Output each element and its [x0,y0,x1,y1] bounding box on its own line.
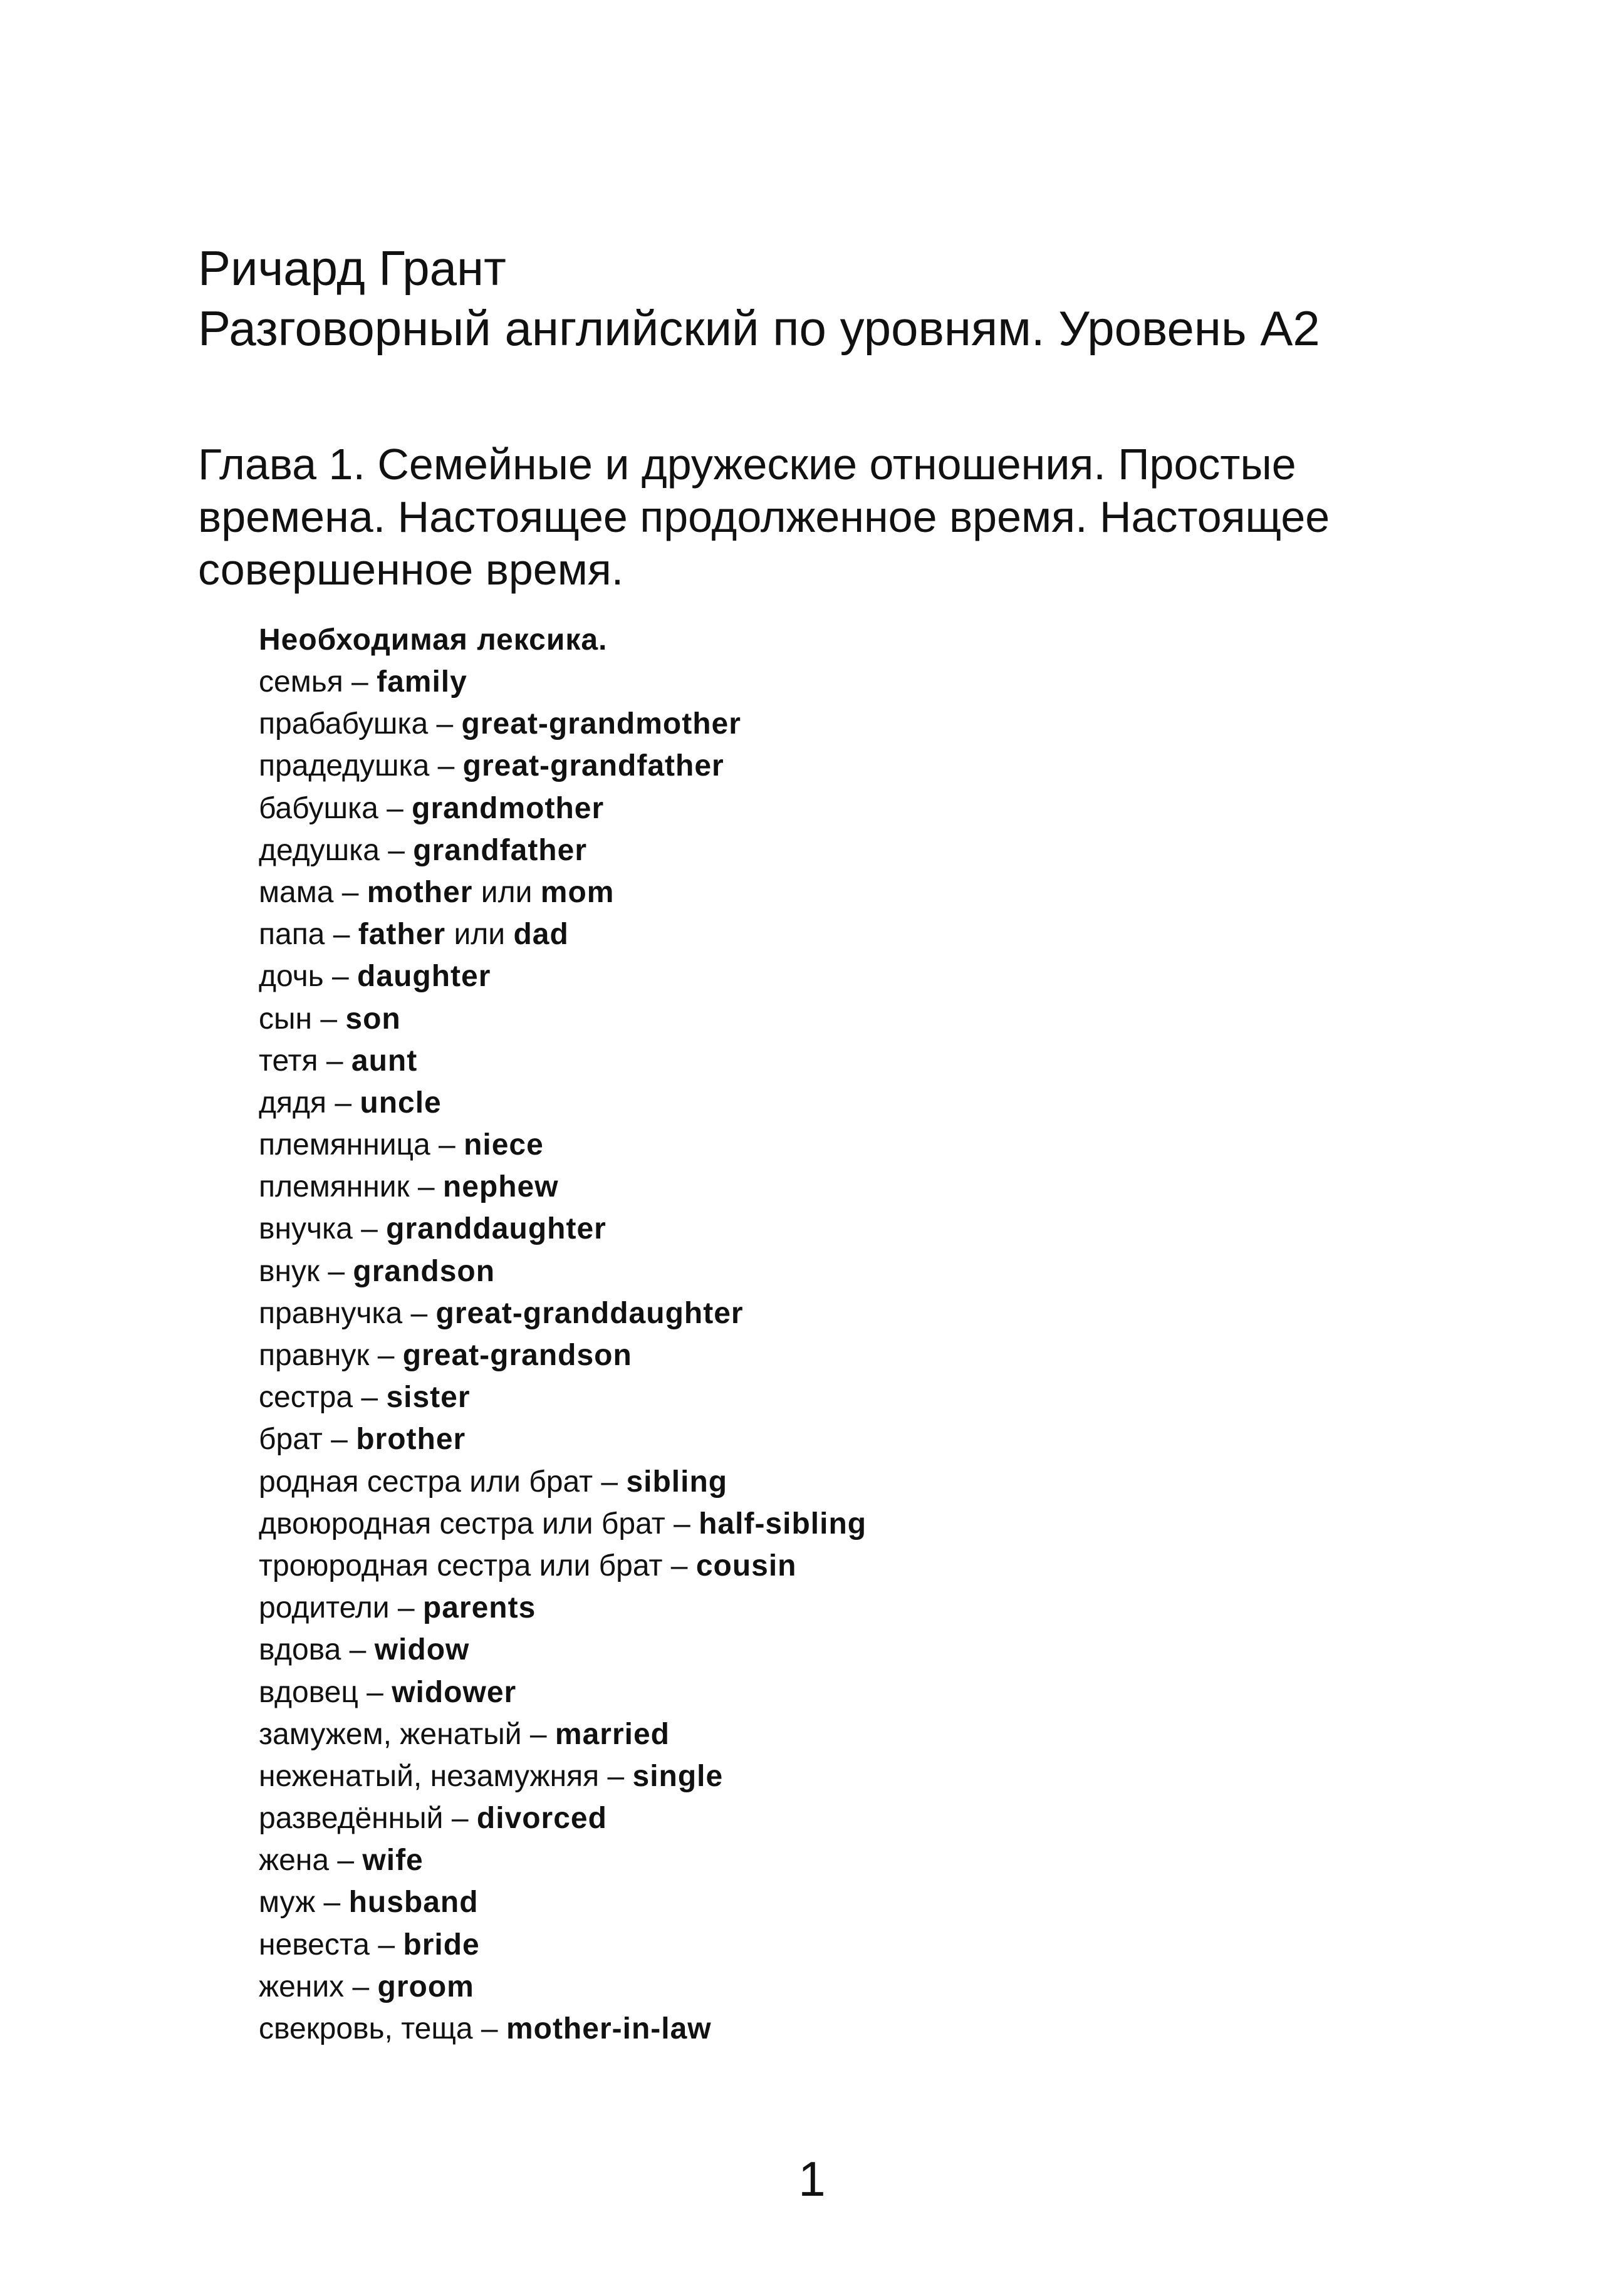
english-term: widow [374,1633,470,1667]
term-separator: – [322,1423,357,1457]
english-term: wife [362,1844,424,1878]
term-separator: – [472,2012,506,2045]
russian-term: жена [259,1844,330,1878]
author-name: Ричард Грант [198,241,506,296]
english-term: single [632,1759,724,1793]
english-term: married [554,1717,670,1751]
russian-term: брат [259,1423,323,1457]
vocabulary-item [259,1881,1324,1923]
russian-term: неженатый, незамужняя [259,1759,600,1793]
russian-term: родители [259,1591,390,1625]
vocabulary-item [259,1124,1324,1166]
russian-term: племянник [259,1170,410,1204]
vocabulary-item [259,1376,1324,1418]
russian-term: папа [259,918,325,952]
vocabulary-item [259,1461,1324,1503]
vocabulary-item [259,1292,1324,1334]
vocabulary-section [259,619,1324,2050]
term-separator: – [352,1212,387,1246]
english-term: sister [386,1381,471,1415]
english-term: mother-in-law [506,2012,712,2045]
document-header [198,238,1451,358]
vocabulary-item [259,1418,1324,1460]
english-term: uncle [360,1086,442,1119]
vocabulary-item [259,1839,1324,1881]
english-term: father [358,918,446,952]
term-separator: – [358,1675,392,1709]
russian-term: муж [259,1886,316,1919]
russian-term: племянница [259,1128,430,1162]
vocabulary-item [259,1503,1324,1545]
english-term: bride [403,1928,480,1961]
english-term-alternate: mom [540,875,615,909]
vocabulary-list [259,661,1324,2050]
vocabulary-item [259,1755,1324,1797]
russian-term: бабушка [259,791,378,825]
vocabulary-item [259,955,1324,997]
term-separator: – [312,1002,346,1036]
vocabulary-item [259,1924,1324,1966]
english-term: son [345,1002,401,1036]
vocabulary-item [259,661,1324,703]
term-separator: – [599,1759,633,1793]
english-term: great-grandmother [461,707,741,741]
term-separator: – [333,875,367,909]
conjunction-word: или [454,918,506,952]
english-term: grandmother [412,791,605,825]
english-term: cousin [695,1549,797,1582]
term-separator: – [370,1928,403,1961]
english-term: brother [356,1423,466,1457]
conjunction-word: или [481,875,533,909]
term-separator: – [521,1717,555,1751]
russian-term: троюродная сестра или брат [259,1549,663,1582]
russian-term: тетя [259,1044,318,1078]
english-term: granddaughter [386,1212,606,1246]
english-term: widower [392,1675,517,1709]
vocabulary-item [259,1166,1324,1208]
vocabulary-item [259,913,1324,955]
english-term: divorced [476,1802,607,1836]
term-separator: – [409,1170,443,1204]
english-term: great-granddaughter [435,1296,744,1330]
english-term: husband [348,1886,479,1919]
term-separator: – [343,665,377,699]
russian-term: вдовец [259,1675,358,1709]
term-separator: – [379,833,414,867]
russian-term: свекровь, теща [259,2012,473,2045]
term-separator: – [320,1254,353,1288]
term-separator: – [430,1128,464,1162]
vocabulary-item [259,1671,1324,1713]
term-separator: – [344,1970,378,2003]
english-term: grandson [353,1254,496,1288]
term-separator: – [318,1044,351,1078]
term-separator: – [315,1886,349,1919]
vocabulary-item [259,871,1324,913]
russian-term: прадедушка [259,749,430,783]
chapter-title: Глава 1. Семейные и дружеские отношения. Простые времена. Настоящее продолженное время. Настоящее совершенное время. [198,439,1330,594]
page-number: 1 [798,2151,826,2206]
russian-term: прабабушка [259,707,429,741]
russian-term: внук [259,1254,320,1288]
vocabulary-item [259,2008,1324,2050]
russian-term: сын [259,1002,313,1036]
russian-term: двоюродная сестра или брат [259,1507,665,1540]
term-separator: – [341,1633,375,1667]
vocabulary-item [259,745,1324,787]
russian-term: сестра [259,1381,353,1415]
term-separator: – [665,1507,699,1540]
english-term: niece [464,1128,544,1162]
vocabulary-item [259,1040,1324,1082]
vocabulary-item [259,1713,1324,1755]
vocabulary-item [259,1587,1324,1629]
term-separator: – [402,1296,436,1330]
english-term: groom [377,1970,474,2003]
separator-space [445,918,454,951]
term-separator: – [662,1549,696,1582]
vocabulary-item [259,1334,1324,1376]
term-separator: – [389,1591,423,1625]
vocabulary-item [259,1797,1324,1839]
vocabulary-item [259,1208,1324,1250]
russian-term: невеста [259,1928,370,1961]
english-term: aunt [351,1044,418,1078]
english-term: nephew [442,1170,559,1204]
english-term: half-sibling [699,1507,867,1540]
english-term: grandfather [413,833,587,867]
russian-term: дядя [259,1086,326,1119]
russian-term: замужем, женатый [259,1717,522,1751]
term-separator: – [443,1802,477,1836]
term-separator: – [329,1844,363,1878]
russian-term: правнучка [259,1296,403,1330]
book-title: Разговорный английский по уровням. Уровень А2 [198,301,1320,356]
russian-term: внучка [259,1212,353,1246]
english-term: family [377,665,467,699]
english-term: mother [367,875,473,909]
vocabulary-item [259,998,1324,1040]
russian-term: жених [259,1970,345,2003]
russian-term: родная сестра или брат [259,1465,593,1499]
russian-term: дедушка [259,833,380,867]
russian-term: разведённый [259,1802,444,1836]
vocabulary-item [259,1545,1324,1587]
vocabulary-item [259,787,1324,829]
russian-term: вдова [259,1633,341,1667]
english-term-alternate: dad [513,918,569,952]
vocabulary-heading: Необходимая лексика. [259,623,608,657]
russian-term: дочь [259,960,324,994]
term-separator: – [323,960,358,994]
term-separator: – [326,1086,360,1119]
separator-space [472,876,481,909]
vocabulary-item [259,703,1324,745]
vocabulary-item [259,1082,1324,1124]
vocabulary-item [259,1966,1324,2008]
vocabulary-item [259,1629,1324,1671]
term-separator: – [378,791,412,825]
term-separator: – [428,707,462,741]
russian-term: мама [259,875,334,909]
english-term: great-grandfather [462,749,724,783]
russian-term: семья [259,665,343,699]
separator-space [532,876,540,909]
english-term: daughter [357,960,491,994]
russian-term: правнук [259,1339,370,1372]
term-separator: – [369,1339,403,1372]
english-term: sibling [626,1465,728,1499]
term-separator: – [429,749,463,783]
vocabulary-item [259,1250,1324,1292]
vocabulary-item [259,829,1324,871]
term-separator: – [353,1381,387,1415]
separator-space [505,918,513,951]
english-term: great-grandson [402,1339,632,1372]
term-separator: – [593,1465,627,1499]
english-term: parents [422,1591,536,1625]
term-separator: – [325,918,358,952]
